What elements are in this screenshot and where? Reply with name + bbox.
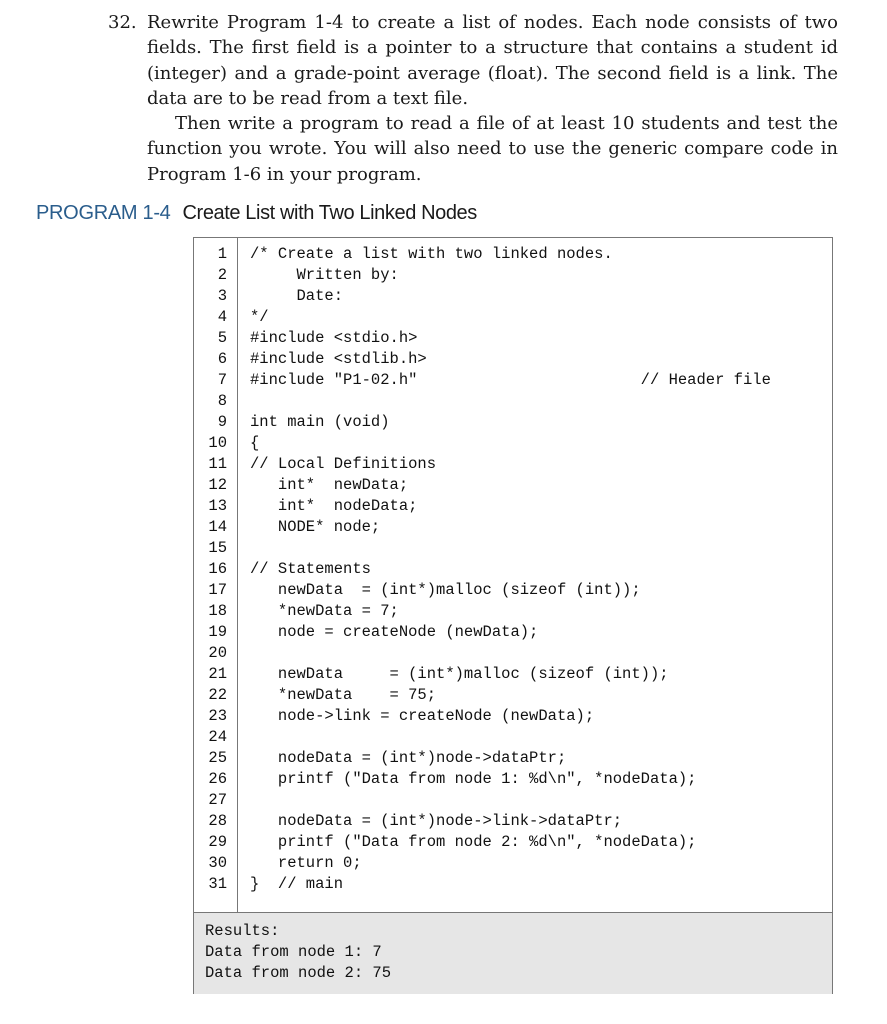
code-line [194, 790, 832, 811]
code-line [194, 265, 832, 286]
line-code: newData = (int*)malloc (sizeof (int)); [250, 665, 669, 683]
code-line [194, 370, 832, 391]
code-line [194, 811, 832, 832]
line-number: 18 [208, 602, 227, 620]
line-number: 19 [208, 623, 227, 641]
line-code: printf ("Data from node 1: %d\n", *nodeData); [250, 770, 697, 788]
code-line [194, 307, 832, 328]
line-number: 23 [208, 707, 227, 725]
line-code: { [250, 434, 260, 452]
line-code: nodeData = (int*)node->link->dataPtr; [250, 812, 623, 830]
code-line [194, 454, 832, 475]
line-number: 14 [208, 518, 227, 536]
line-code: } // main [250, 875, 344, 893]
code-line [194, 559, 832, 580]
code-line [194, 706, 832, 727]
code-line [194, 391, 832, 412]
line-code: #include <stdlib.h> [250, 350, 427, 368]
exercise-paragraph-2: Then write a program to read a file of at least 10 students and test the function you wrote. You will also need to use the generic compare code in Program 1-6 in your program. [147, 113, 838, 185]
code-line [194, 496, 832, 517]
program-title: Create List with Two Linked Nodes [182, 202, 477, 224]
code-listing [193, 237, 833, 994]
line-number: 5 [217, 329, 227, 347]
line-number: 20 [208, 644, 227, 662]
line-number: 3 [217, 287, 227, 305]
line-number: 17 [208, 581, 227, 599]
results-output-line: Data from node 2: 75 [205, 964, 392, 982]
line-code: int* nodeData; [250, 497, 418, 515]
line-number: 26 [208, 770, 227, 788]
code-line [194, 664, 832, 685]
line-code: #include <stdio.h> [250, 329, 418, 347]
line-code: // Statements [250, 560, 371, 578]
line-number: 8 [217, 392, 227, 410]
line-code: */ [250, 308, 269, 326]
exercise-text [108, 10, 838, 187]
code-line [194, 433, 832, 454]
code-line [194, 517, 832, 538]
line-number: 2 [217, 266, 227, 284]
line-number: 22 [208, 686, 227, 704]
line-code: int main (void) [250, 413, 390, 431]
line-number: 12 [208, 476, 227, 494]
line-number: 6 [217, 350, 227, 368]
line-code: node->link = createNode (newData); [250, 707, 595, 725]
line-number: 1 [217, 245, 227, 263]
code-line [194, 286, 832, 307]
results-output-line: Data from node 1: 7 [205, 943, 382, 961]
line-number: 21 [208, 665, 227, 683]
program-label: PROGRAM 1-4 [36, 202, 171, 224]
results-panel [194, 912, 832, 994]
code-line [194, 580, 832, 601]
program-heading [36, 202, 477, 225]
code-lines [194, 244, 832, 895]
code-line [194, 727, 832, 748]
line-number: 28 [208, 812, 227, 830]
code-line [194, 244, 832, 265]
line-code: node = createNode (newData); [250, 623, 539, 641]
line-code: /* Create a list with two linked nodes. [250, 245, 613, 263]
results-heading: Results: [205, 922, 280, 940]
line-code: return 0; [250, 854, 362, 872]
line-code: printf ("Data from node 2: %d\n", *nodeData); [250, 833, 697, 851]
code-line [194, 601, 832, 622]
line-code: *newData = 7; [250, 602, 399, 620]
line-number: 16 [208, 560, 227, 578]
line-number: 4 [217, 308, 227, 326]
line-number: 15 [208, 539, 227, 557]
code-line [194, 643, 832, 664]
line-code: nodeData = (int*)node->dataPtr; [250, 749, 567, 767]
line-number: 9 [217, 413, 227, 431]
line-code: // Local Definitions [250, 455, 437, 473]
line-number: 24 [208, 728, 227, 746]
line-number: 13 [208, 497, 227, 515]
code-line [194, 685, 832, 706]
code-line [194, 349, 832, 370]
code-line [194, 832, 832, 853]
code-line [194, 769, 832, 790]
line-number: 27 [208, 791, 227, 809]
code-line [194, 853, 832, 874]
exercise-paragraph-1 [108, 10, 838, 111]
line-code: int* newData; [250, 476, 409, 494]
line-code: *newData = 75; [250, 686, 437, 704]
line-number: 31 [208, 875, 227, 893]
code-line [194, 328, 832, 349]
line-number: 7 [217, 371, 227, 389]
code-line [194, 538, 832, 559]
code-line [194, 412, 832, 433]
code-line [194, 748, 832, 769]
line-number: 29 [208, 833, 227, 851]
code-line [194, 622, 832, 643]
line-number: 10 [208, 434, 227, 452]
line-code: newData = (int*)malloc (sizeof (int)); [250, 581, 641, 599]
line-code: Written by: [250, 266, 399, 284]
line-number: 25 [208, 749, 227, 767]
code-line [194, 475, 832, 496]
code-line [194, 874, 832, 895]
line-number: 11 [208, 455, 227, 473]
line-number: 30 [208, 854, 227, 872]
exercise-number: 32. [108, 12, 137, 33]
line-code: #include "P1-02.h" // Header file [250, 371, 771, 389]
line-code: NODE* node; [250, 518, 381, 536]
line-code: Date: [250, 287, 344, 305]
exercise-paragraph-1-text: Rewrite Program 1-4 to create a list of nodes. Each node consists of two fields. The first field is a pointer to a structure that contains a student id (integer) and a grade-point average (float). The second field is a link. The data are to be read from a text file. [147, 12, 838, 109]
